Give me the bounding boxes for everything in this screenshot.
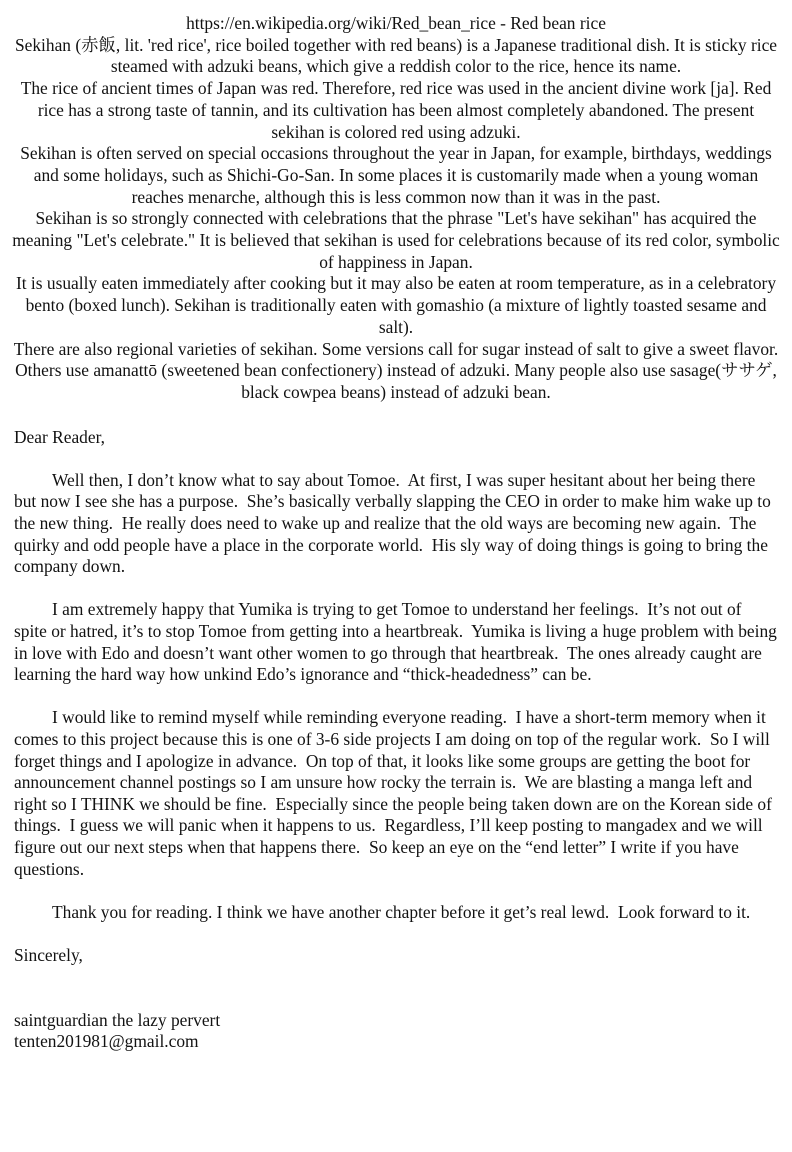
wiki-paragraph: Sekihan is so strongly connected with celebrations that the phrase "Let's have sekihan" has acquired the meaning "Let's celebrate." It is believed that sekihan is used for celebrations because of its red color, symbolic of happiness in Japan. xyxy=(12,208,780,272)
wikipedia-excerpt xyxy=(0,0,792,404)
source-url-line: https://en.wikipedia.org/wiki/Red_bean_rice - Red bean rice xyxy=(186,13,606,33)
letter-paragraph: Well then, I don’t know what to say about Tomoe. At first, I was super hesitant about her being there but now I see she has a purpose. She’s basically verbally slapping the CEO in order to make him wake up to the new thing. He really does need to wake up and realize that the old ways are becoming new again. The quirky and odd people have a place in the corporate world. His sly way of doing things is going to bring the company down. xyxy=(14,469,776,577)
letter-closing: Sincerely, xyxy=(14,944,83,965)
letter-salutation: Dear Reader, xyxy=(14,426,106,447)
letter-paragraph: Thank you for reading. I think we have another chapter before it get’s real lewd. Look forward to it. xyxy=(52,901,751,922)
wiki-paragraph: Sekihan (赤飯, lit. 'red rice', rice boiled together with red beans) is a Japanese traditional dish. It is sticky rice steamed with adzuki beans, which give a reddish color to the rice, hence its name. xyxy=(14,34,778,77)
signature-email: tenten201981@gmail.com xyxy=(14,1031,199,1052)
signature-name: saintguardian the lazy pervert xyxy=(14,1009,221,1030)
letter-paragraph: I am extremely happy that Yumika is trying to get Tomoe to understand her feelings. It’s not out of spite or hatred, it’s to stop Tomoe from getting into a heartbreak. Yumika is living a huge problem with being in love with Edo and doesn’t want other women to go through that heartbreak. The ones already caught are learning the hard way how unkind Edo’s ignorance and “thick-headedness” can be. xyxy=(14,599,782,685)
wiki-paragraph: Sekihan is often served on special occasions throughout the year in Japan, for example, birthdays, weddings and some holidays, such as Shichi-Go-San. In some places it is customarily made when a young woman reaches menarche, although this is less common now than it was in the past. xyxy=(20,143,772,207)
wiki-paragraph: It is usually eaten immediately after cooking but it may also be eaten at room temperature, as in a celebratory bento (boxed lunch). Sekihan is traditionally eaten with gomashio (a mixture of lightly toasted sesame and salt). xyxy=(15,273,777,337)
wiki-paragraph: The rice of ancient times of Japan was red. Therefore, red rice was used in the ancient divine work [ja]. Red rice has a strong taste of tannin, and its cultivation has been almost completely abandoned. The present sekihan is colored red using adzuki. xyxy=(20,78,772,142)
wiki-paragraph: There are also regional varieties of sekihan. Some versions call for sugar instead of salt to give a sweet flavor. Others use amanattō (sweetened bean confectionery) instead of adzuki. Many people also use sasage(ササゲ, black cowpea beans) instead of adzuki bean. xyxy=(13,338,779,402)
letter-paragraph: I would like to remind myself while reminding everyone reading. I have a short-term memory when it comes to this project because this is one of 3-6 side projects I am doing on top of the regular work. So I will forget things and I apologize in advance. On top of that, it looks like some groups are getting the boot for announcement channel postings so I am unsure how rocky the terrain is. We are blasting a manga left and right so I THINK we should be fine. Especially since the people being taken down are on the Korean side of things. I guess we will panic when it happens to us. Regardless, I’ll keep posting to mangadex and we will figure out our next steps when that happens there. So keep an eye on the “end letter” I write if you have questions. xyxy=(14,707,777,879)
reader-letter xyxy=(0,427,792,1053)
